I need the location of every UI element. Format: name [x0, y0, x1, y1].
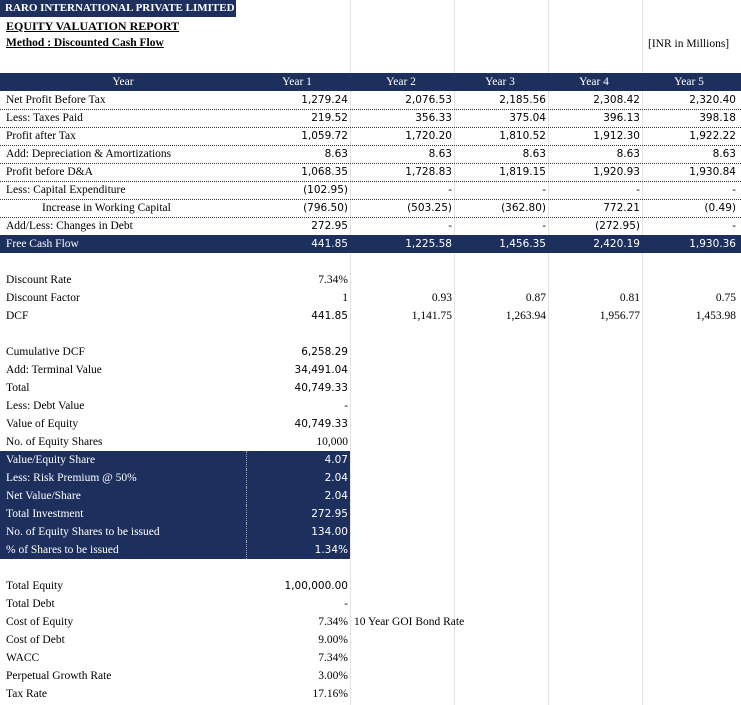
- assumption-value: 3.00%: [318, 670, 348, 682]
- row-value: 1,720.20: [405, 130, 452, 142]
- fcf-value: 1,930.36: [689, 238, 736, 250]
- valuation-row: [0, 361, 741, 379]
- assumption-label: Cost of Debt: [6, 634, 65, 646]
- assumption-label: Total Debt: [6, 598, 55, 610]
- valuation-label: Value of Equity: [6, 418, 79, 430]
- row-label: Increase in Working Capital: [42, 202, 171, 214]
- assumption-row: [0, 631, 741, 649]
- row-value: -: [542, 220, 546, 232]
- assumption-row: [0, 577, 741, 595]
- row-value: 1,279.24: [301, 94, 348, 106]
- assumption-row: [0, 667, 741, 685]
- table-row: [0, 127, 741, 146]
- valuation-label: Add: Terminal Value: [6, 364, 102, 376]
- cell-divider: [246, 541, 248, 559]
- row-label: Net Profit Before Tax: [6, 94, 106, 106]
- cell-divider: [246, 469, 248, 487]
- valuation-label: Less: Debt Value: [6, 400, 85, 412]
- fcf-row: [0, 235, 741, 253]
- year-header: Year 3: [485, 76, 515, 88]
- row-value: 8.63: [324, 148, 348, 160]
- table-row: [0, 199, 741, 218]
- highlight-value: 272.95: [311, 508, 348, 520]
- assumption-label: Tax Rate: [6, 688, 48, 700]
- row-value: 219.52: [311, 112, 348, 124]
- cell-divider: [246, 523, 248, 541]
- row-value: -: [448, 184, 452, 196]
- cell-divider: [246, 487, 248, 505]
- valuation-row: [0, 397, 741, 415]
- fcf-value: 1,456.35: [499, 238, 546, 250]
- assumption-row: [0, 649, 741, 667]
- valuation-value: 40,749.33: [294, 382, 348, 394]
- row-label: Profit before D&A: [6, 166, 93, 178]
- row-value: 8.63: [712, 148, 736, 160]
- row-value: (362.80): [501, 202, 546, 214]
- row-value: 272.95: [311, 220, 348, 232]
- discount-rate-label: Discount Rate: [6, 274, 72, 286]
- highlight-value: 4.07: [324, 454, 348, 466]
- assumption-row: [0, 613, 741, 631]
- highlight-label: % of Shares to be issued: [6, 544, 119, 556]
- dcf-value: 1,141.75: [411, 310, 452, 322]
- valuation-value: -: [344, 400, 348, 412]
- fcf-value: 2,420.19: [593, 238, 640, 250]
- assumption-value: 7.34%: [318, 652, 348, 664]
- highlight-label: No. of Equity Shares to be issued: [6, 526, 160, 538]
- fcf-label: Free Cash Flow: [6, 238, 79, 250]
- row-value: 356.33: [415, 112, 452, 124]
- row-value: -: [732, 220, 736, 232]
- discount-factor: 0.87: [525, 292, 546, 304]
- discount-rate-row: [0, 271, 741, 289]
- assumption-label: Cost of Equity: [6, 616, 74, 628]
- row-value: 1,920.93: [593, 166, 640, 178]
- highlight-label: Total Investment: [6, 508, 84, 520]
- row-label: Add/Less: Changes in Debt: [6, 220, 133, 232]
- year-header: Year 4: [579, 76, 609, 88]
- assumption-label: Total Equity: [6, 580, 64, 592]
- valuation-label: No. of Equity Shares: [6, 436, 103, 448]
- dcf-value: 1,263.94: [505, 310, 546, 322]
- discount-factor: 1: [342, 292, 348, 304]
- year-label: Year: [112, 76, 134, 88]
- row-value: (102.95): [303, 184, 348, 196]
- assumption-value: 9.00%: [318, 634, 348, 646]
- row-value: (796.50): [303, 202, 348, 214]
- row-value: -: [732, 184, 736, 196]
- row-value: 2,185.56: [499, 94, 546, 106]
- year-header: Year 1: [282, 76, 312, 88]
- valuation-label: Cumulative DCF: [6, 346, 85, 358]
- discount-factor: 0.93: [431, 292, 452, 304]
- highlight-value: 134.00: [311, 526, 348, 538]
- year-header: Year 5: [674, 76, 704, 88]
- row-label: Less: Taxes Paid: [6, 112, 83, 124]
- discount-factor: 0.75: [715, 292, 736, 304]
- highlight-row: [0, 451, 350, 469]
- assumption-label: WACC: [6, 652, 40, 664]
- fcf-value: 1,225.58: [405, 238, 452, 250]
- cell-divider: [246, 505, 248, 523]
- row-value: 2,308.42: [593, 94, 640, 106]
- valuation-row: [0, 415, 741, 433]
- row-value: 8.63: [616, 148, 640, 160]
- row-value: 1,068.35: [301, 166, 348, 178]
- row-value: 398.18: [699, 112, 736, 124]
- table-row: [0, 109, 741, 128]
- report-title: EQUITY VALUATION REPORT: [6, 19, 180, 33]
- valuation-value: 34,491.04: [294, 364, 348, 376]
- row-value: -: [636, 184, 640, 196]
- highlight-row: [0, 541, 350, 559]
- row-label: Profit after Tax: [6, 130, 76, 142]
- year-header-row: [0, 73, 741, 91]
- dcf-label: DCF: [6, 310, 29, 322]
- discount-rate-value: 7.34%: [318, 274, 348, 286]
- highlight-value: 1.34%: [314, 544, 348, 556]
- dcf-value: 1,956.77: [599, 310, 640, 322]
- dcf-row: [0, 307, 741, 325]
- assumption-row: [0, 595, 741, 613]
- row-value: 8.63: [522, 148, 546, 160]
- highlight-row: [0, 487, 350, 505]
- discount-factor-label: Discount Factor: [6, 292, 80, 304]
- row-value: -: [542, 184, 546, 196]
- dcf-value: 441.85: [311, 310, 348, 322]
- valuation-row: [0, 433, 741, 451]
- row-value: 1,912.30: [593, 130, 640, 142]
- highlight-label: Value/Equity Share: [6, 454, 96, 466]
- assumption-note: 10 Year GOI Bond Rate: [354, 616, 465, 628]
- row-value: 396.13: [603, 112, 640, 124]
- fcf-value: 441.85: [311, 238, 348, 250]
- row-value: 375.04: [509, 112, 546, 124]
- dcf-value: 1,453.98: [695, 310, 736, 322]
- row-value: 1,922.22: [689, 130, 736, 142]
- highlight-value: 2.04: [324, 472, 348, 484]
- highlight-row: [0, 505, 350, 523]
- assumption-value: 1,00,000.00: [284, 580, 348, 592]
- table-row: [0, 217, 741, 236]
- row-value: 1,930.84: [689, 166, 736, 178]
- discount-factor-row: [0, 289, 741, 307]
- valuation-row: [0, 379, 741, 397]
- row-value: 772.21: [603, 202, 640, 214]
- row-value: 1,819.15: [499, 166, 546, 178]
- row-value: 8.63: [428, 148, 452, 160]
- method-label: Method : Discounted Cash Flow: [6, 37, 164, 49]
- table-row: [0, 181, 741, 200]
- highlight-row: [0, 469, 350, 487]
- unit-note: [INR in Millions]: [648, 38, 730, 50]
- valuation-row: [0, 343, 741, 361]
- row-value: 1,810.52: [499, 130, 546, 142]
- highlight-row: [0, 523, 350, 541]
- row-value: (503.25): [407, 202, 452, 214]
- valuation-label: Total: [6, 382, 30, 394]
- row-value: 2,076.53: [405, 94, 452, 106]
- row-value: (272.95): [595, 220, 640, 232]
- assumption-label: Perpetual Growth Rate: [6, 670, 112, 682]
- row-value: (0.49): [704, 202, 736, 214]
- discount-factor: 0.81: [619, 292, 640, 304]
- year-header: Year 2: [386, 76, 416, 88]
- assumption-value: 17.16%: [312, 688, 348, 700]
- highlight-label: Less: Risk Premium @ 50%: [6, 472, 137, 484]
- company-name: RARO INTERNATIONAL PRIVATE LIMITED: [0, 0, 236, 17]
- assumption-row: [0, 685, 741, 703]
- highlight-value: 2.04: [324, 490, 348, 502]
- row-value: -: [448, 220, 452, 232]
- row-value: 2,320.40: [689, 94, 736, 106]
- cell-divider: [246, 451, 248, 469]
- valuation-value: 10,000: [316, 436, 348, 448]
- valuation-value: 6,258.29: [301, 346, 348, 358]
- table-row: [0, 91, 741, 110]
- row-label: Less: Capital Expenditure: [6, 184, 126, 196]
- table-row: [0, 145, 741, 164]
- valuation-value: 40,749.33: [294, 418, 348, 430]
- row-value: 1,728.83: [405, 166, 452, 178]
- highlight-label: Net Value/Share: [6, 490, 81, 502]
- row-value: 1,059.72: [301, 130, 348, 142]
- assumption-value: -: [344, 598, 348, 610]
- row-label: Add: Depreciation & Amortizations: [6, 148, 172, 160]
- assumption-value: 7.34%: [318, 616, 348, 628]
- table-row: [0, 163, 741, 182]
